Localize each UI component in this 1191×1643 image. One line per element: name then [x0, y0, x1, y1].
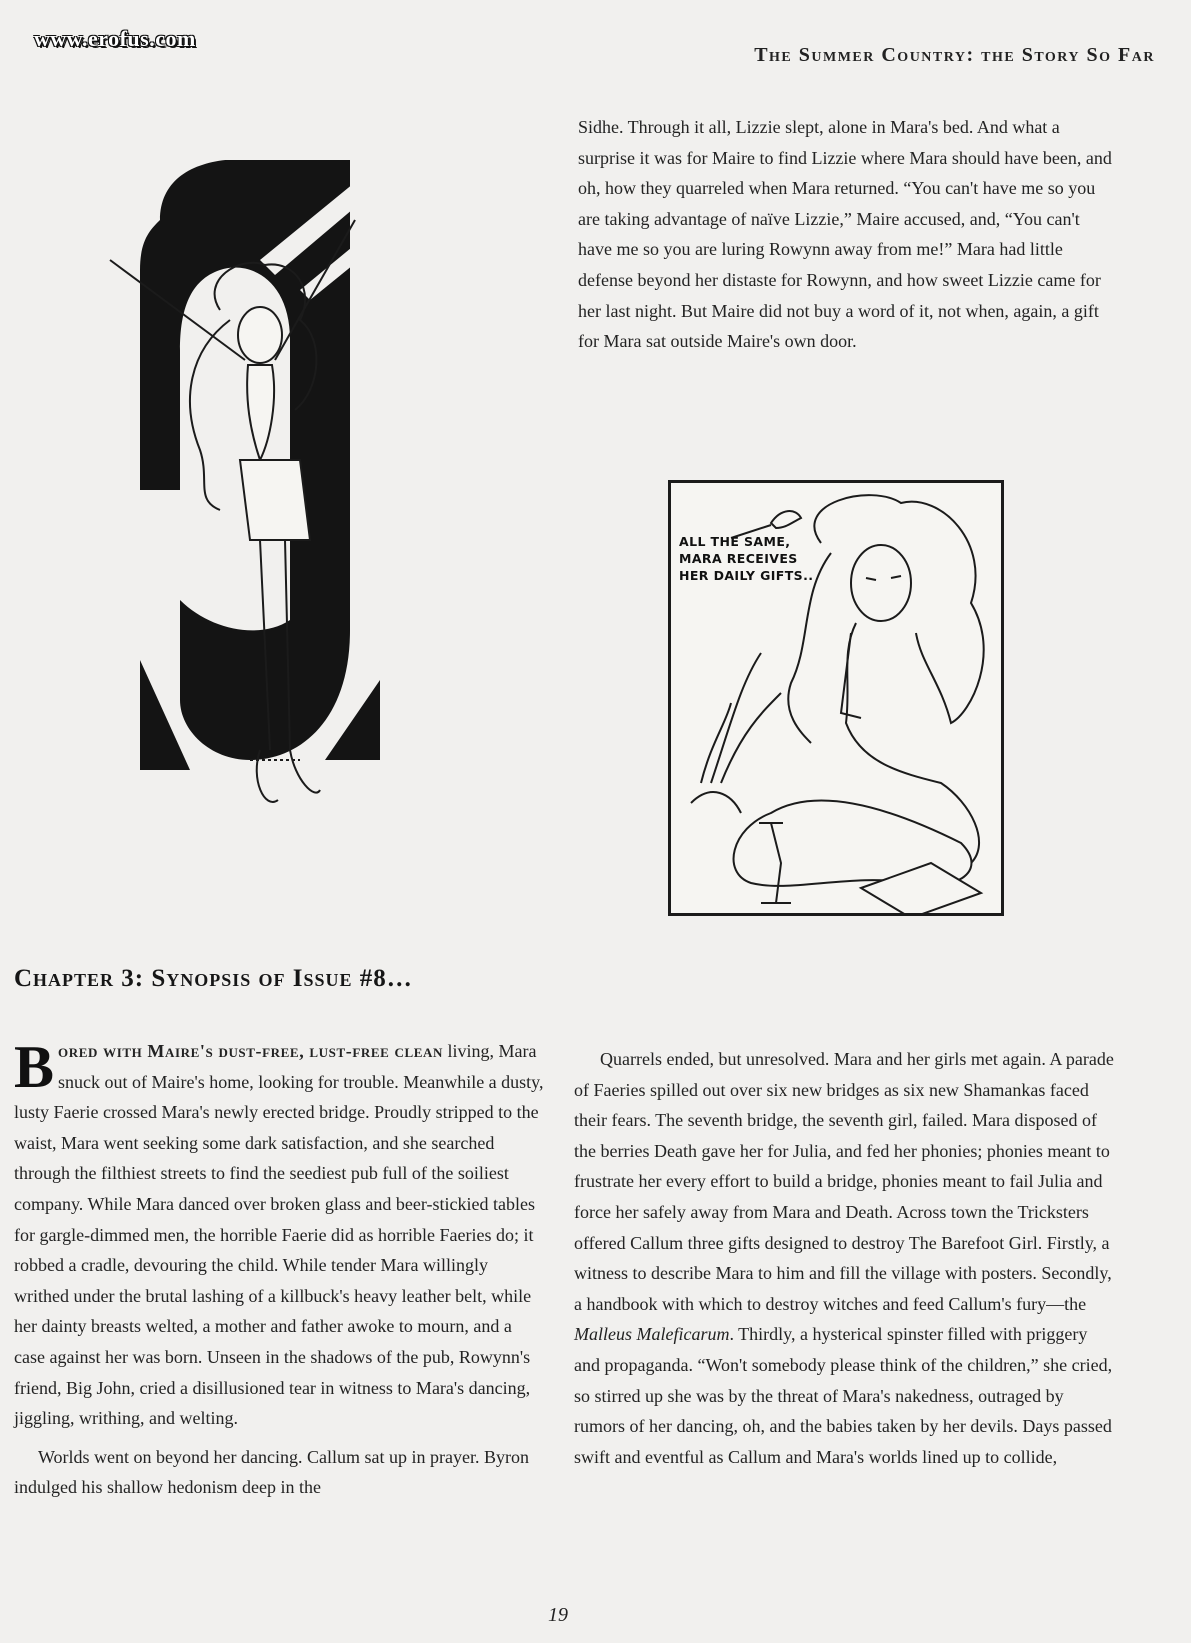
chapter-heading: Chapter 3: Synopsis of Issue #8… [14, 965, 413, 992]
left-column [14, 1036, 546, 1503]
top-right-paragraph: Sidhe. Through it all, Lizzie slept, alone in Mara's bed. And what a surprise it was for Maire to find Lizzie where Mara should have been, and oh, how they quarreled when Mara returned. “You can't have me so you are taking advantage of naïve Lizzie,” Maire accused, and, “You can't have me so you are luring Rowynn away from me!” Mara had little defense beyond her distaste for Rowynn, and how sweet Lizzie came for her last night. But Maire did not buy a word of it, not when, again, a gift for Mara sat outside Maire's own door. [578, 117, 1112, 352]
page-number: 19 [548, 1604, 568, 1626]
watermark: www.erofus.com [34, 26, 196, 51]
comic-panel [668, 480, 1004, 916]
drop-cap: B [14, 1034, 55, 1100]
right-paragraph-1 [574, 1044, 1114, 1472]
running-head: The Summer Country: the Story So Far [754, 44, 1155, 66]
left-paragraph-1-text: living, Mara snuck out of Maire's home, looking for trouble. Meanwhile a dusty, lusty Faerie crossed Mara's newly erected bridge. Proudly stripped to the waist, Mara went seeking some dark satisfaction, and she searched through the filthiest streets to find the seediest pub full of the soiliest company. While Mara danced over broken glass and beer-stickied tables for gargle-dimmed men, the horrible Faerie did as horrible Faeries do; it robbed a cradle, devouring the child. While tender Mara willingly writhed under the brutal lashing of a killbuck's heavy leather belt, while her dainty breasts welted, a mother and father awoke to mourn, and a case against her was born. Unseen in the shadows of the pub, Rowynn's friend, Big John, cried a disillusioned tear in witness to Mara's dancing, jiggling, writhing, and welting. [14, 1041, 544, 1429]
dancer-illustration [100, 160, 440, 880]
book-title: Malleus Maleficarum [574, 1324, 730, 1345]
panel-caption: ALL THE SAME, MARA RECEIVES HER DAILY GIFTS.. [679, 534, 814, 583]
left-paragraph-1 [14, 1036, 546, 1434]
left-paragraph-2: Worlds went on beyond her dancing. Callum sat up in prayer. Byron indulged his shallow hedonism deep in the [14, 1446, 529, 1498]
right-paragraph-1-text-b: . Thirdly, a hysterical spinster filled with priggery and propaganda. “Won't somebody please think of the children,” she cried, so stirred up she was by the threat of Mara's nakedness, outraged by rumors of her dancing, oh, and the babies taken by her devils. Days passed swift and eventful as Callum and Mara's worlds lined up to collide, [574, 1324, 1113, 1467]
right-paragraph-1-text-a: Quarrels ended, but unresolved. Mara and her girls met again. A parade of Faeries spilled out over six new bridges as six new Shamankas faced their fears. The seventh bridge, the seventh girl, failed. Mara disposed of the berries Death gave her for Julia, and fed her phonies; phonies meant to frustrate her every effort to build a bridge, phonies meant to fail Julia and force her safely away from Mara and Death. Across town the Tricksters offered Callum three gifts designed to destroy The Barefoot Girl. Firstly, a witness to describe Mara to him and fill the village with posters. Secondly, a handbook with which to destroy witches and feed Callum's fury—the [574, 1049, 1114, 1314]
lead-in: ored with Maire's dust-free, lust-free clean [58, 1041, 444, 1061]
right-column [574, 1044, 1114, 1472]
